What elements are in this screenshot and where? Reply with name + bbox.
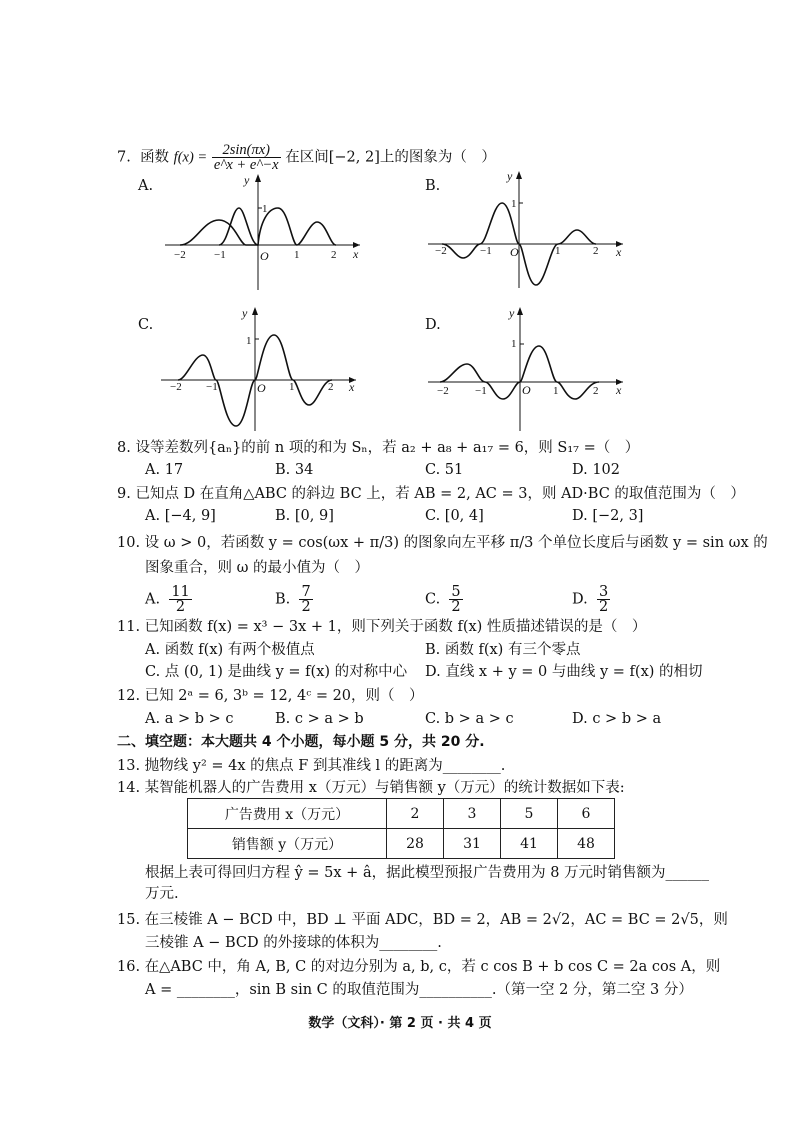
q12-option-c: C. b > a > c [425,711,514,727]
q7-a-one: 1 [262,203,268,215]
q15-stem-cont: 三棱锥 A − BCD 的外接球的体积为________. [145,935,442,951]
q7-fraction: $\frac{2\sin(\pi x)}{e\^{}x + e\^{}-x}$ [213,142,279,173]
q7-c-tick-2: 2 [328,381,334,393]
q7-c-tick-1: 1 [289,381,295,393]
q14-after: 根据上表可得回归方程 ŷ = 5x + â，据此模型预报广告费用为 8 万元时销售额为______ [145,865,710,881]
q7-option-b-label: B. [425,178,441,194]
q14-cell: 3 [444,799,501,829]
q7-graph-b [425,170,630,290]
q7-c-origin: O [257,381,266,395]
q14-cell: 31 [444,829,501,859]
q8-option-c: C. 51 [425,462,464,478]
q9-stem: 9. 已知点 D 在直角△ABC 的斜边 BC 上，若 AB = 2, AC = 3，则 AD·BC 的取值范围为（ ） [117,486,745,502]
q14-cell: 48 [558,829,615,859]
q7-option-d-label: D. [425,317,441,333]
table-row [188,829,615,859]
q7-a-y-label: y [244,173,250,187]
q7-b-x-label: x [616,245,622,259]
q9-option-c: C. [0, 4] [425,508,484,524]
q14-cell: 6 [558,799,615,829]
q7-graph-c [158,306,363,436]
q7-d-tick-n1: −1 [475,385,487,397]
q16-stem-cont: A = ________，sin B sin C 的取值范围为__________.（第一空 2 分，第二空 3 分） [145,982,693,998]
q7-c-one: 1 [246,335,252,347]
q10-option-a: A. $\frac{11}{2}$ [145,584,190,615]
q14-row2-label: 销售额 y（万元） [188,829,387,859]
q7-b-tick-1: 1 [555,245,561,257]
table-row [188,799,615,829]
q7-graph-d [425,306,630,436]
q7-b-tick-2: 2 [593,245,599,257]
q8-option-b: B. 34 [275,462,314,478]
q7-c-tick-n1: −1 [206,381,218,393]
q10-option-d: D. $\frac{3}{2}$ [572,584,609,615]
q11-option-a: A. 函数 f(x) 有两个极值点 [145,642,315,658]
q7-d-one: 1 [511,338,517,350]
q9-option-b: B. [0, 9] [275,508,334,524]
q7-a-x-label: x [353,247,359,261]
q8-stem: 8. 设等差数列{aₙ}的前 n 项的和为 Sₙ，若 a₂ + a₈ + a₁₇ = 6，则 S₁₇ =（ ） [117,440,640,456]
section-2-heading: 二、填空题：本大题共 4 个小题，每小题 5 分，共 20 分. [117,734,485,750]
q10-option-b: B. $\frac{7}{2}$ [275,584,311,615]
q7-option-c-label: C. [138,317,154,333]
q14-cell: 28 [387,829,444,859]
q7-a-origin: O [260,249,269,263]
q8-option-d: D. 102 [572,462,621,478]
q14-after-cont: 万元. [145,886,179,902]
q7-c-y-label: y [242,306,248,320]
q14-data-table [187,798,615,859]
q10-option-c: C. $\frac{5}{2}$ [425,584,461,615]
q9-option-a: A. [−4, 9] [145,508,216,524]
q13-stem: 13. 抛物线 y² = 4x 的焦点 F 到其准线 l 的距离为________. [117,758,506,774]
q7-b-tick-n1: −1 [480,245,492,257]
q7-stem: 7. 函数 f(x) = $\frac{2\sin(\pi x)}{e\^{}x + e\^{}-x}$ 在区间[−2, 2]上的图象为（ ） [117,142,496,173]
q14-cell: 41 [501,829,558,859]
q7-d-tick-n2: −2 [437,385,449,397]
q7-d-tick-1: 1 [553,385,559,397]
q7-d-origin: O [522,383,531,397]
q7-a-tick-n1: −1 [214,249,226,261]
q12-stem: 12. 已知 2ᵃ = 6, 3ᵇ = 12, 4ᶜ = 20，则（ ） [117,688,424,704]
q16-stem: 16. 在△ABC 中，角 A, B, C 的对边分别为 a, b, c，若 c cos B + b cos C = 2a cos A，则 [117,959,721,975]
page-footer: 数学（文科）· 第 2 页 · 共 4 页 [308,1016,492,1031]
q7-option-a-label: A. [138,178,154,194]
q11-option-b: B. 函数 f(x) 有三个零点 [425,642,581,658]
q14-stem: 14. 某智能机器人的广告费用 x（万元）与销售额 y（万元）的统计数据如下表: [117,780,625,796]
q7-b-tick-n2: −2 [435,245,447,257]
q8-option-a: A. 17 [145,462,184,478]
q7-a-tick-n2: −2 [174,249,186,261]
q12-option-a: A. a > b > c [145,711,234,727]
q7-a-tick-1: 1 [294,249,300,261]
q7-d-tick-2: 2 [593,385,599,397]
q15-stem: 15. 在三棱锥 A − BCD 中，BD ⊥ 平面 ADC，BD = 2，AB = 2√2，AC = BC = 2√5，则 [117,912,728,928]
q7-c-tick-n2: −2 [170,381,182,393]
q14-row1-label: 广告费用 x（万元） [188,799,387,829]
q7-d-x-label: x [616,383,622,397]
q10-stem-cont: 图象重合，则 ω 的最小值为（ ） [145,560,370,576]
q9-option-d: D. [−2, 3] [572,508,644,524]
q7-c-x-label: x [349,380,355,394]
q11-option-c: C. 点 (0, 1) 是曲线 y = f(x) 的对称中心 [145,664,408,680]
q14-cell: 2 [387,799,444,829]
q11-option-d: D. 直线 x + y = 0 与曲线 y = f(x) 的相切 [425,664,703,680]
q7-b-y-label: y [507,170,513,183]
q7-a-tick-2: 2 [331,249,337,261]
q11-stem: 11. 已知函数 f(x) = x³ − 3x + 1，则下列关于函数 f(x) 性质描述错误的是（ ） [117,619,647,635]
q7-graph-a [160,172,370,292]
q12-option-d: D. c > b > a [572,711,662,727]
q7-b-one: 1 [511,198,517,210]
q10-stem: 10. 设 ω > 0，若函数 y = cos(ωx + π/3) 的图象向左平移 π/3 个单位长度后与函数 y = sin ωx 的 [117,535,768,551]
q14-cell: 5 [501,799,558,829]
q7-d-y-label: y [509,306,515,320]
q12-option-b: B. c > a > b [275,711,364,727]
q7-b-origin: O [510,245,519,259]
